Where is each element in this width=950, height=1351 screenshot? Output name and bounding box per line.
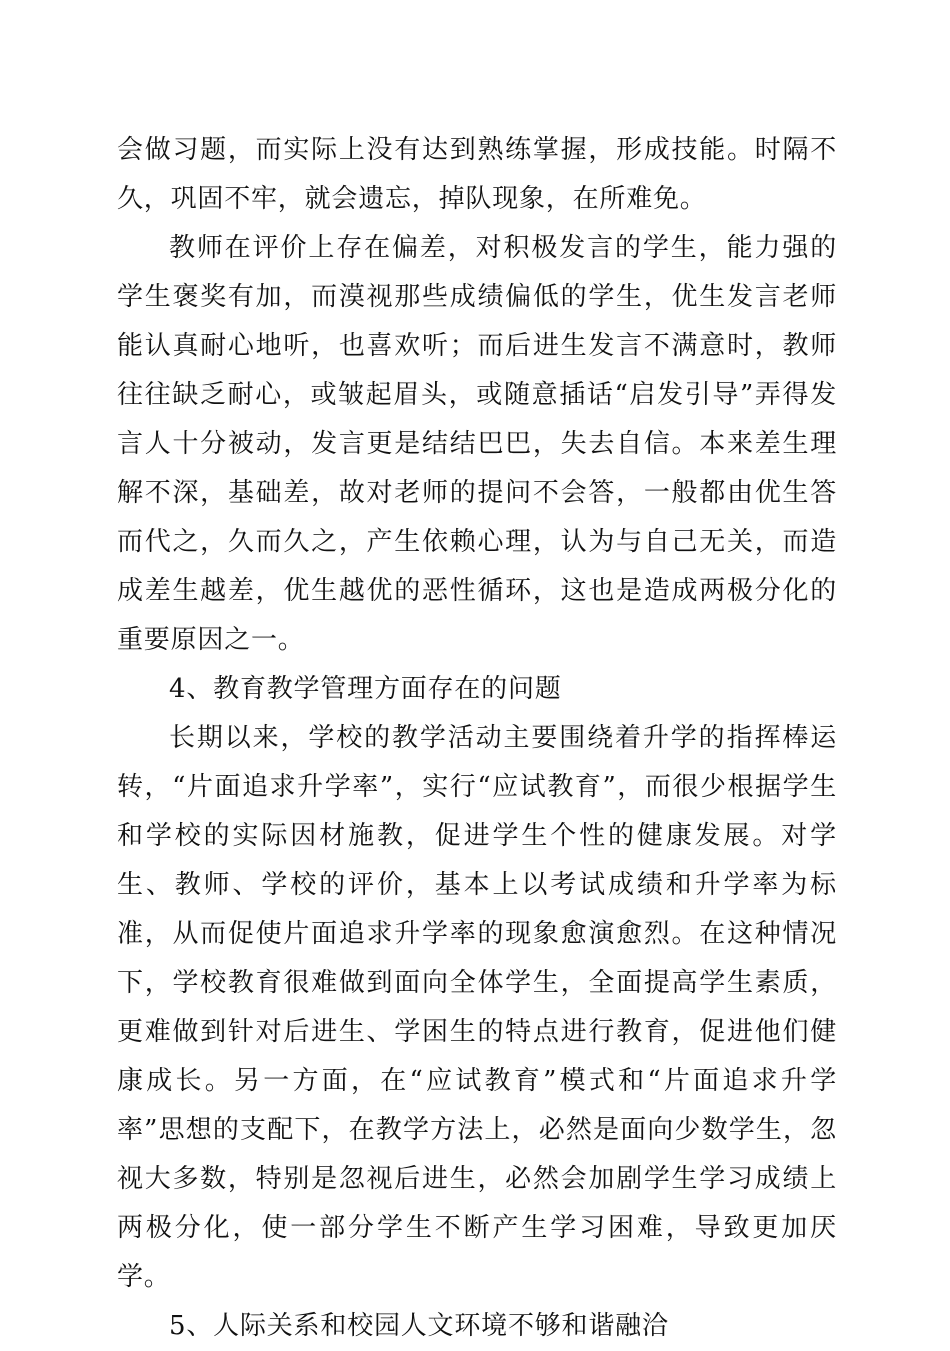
section-heading-5: 5、人际关系和校园人文环境不够和谐融洽	[169, 1311, 669, 1341]
paragraph-management-issues: 长期以来，学校的教学活动主要围绕着升学的指挥棒运转，“片面追求升学率”，实行“应试教育”，而很少根据学生和学校的实际因材施教，促进学生个性的健康发展。对学生、教师、学校的评价，基本上以考试成绩和升学率为标准，从而促使片面追求升学率的现象愈演愈烈。在这种情况下，学校教育很难做到面向全体学生，全面提高学生素质，更难做到针对后进生、学困生的特点进行教育，促进他们健康成长。另一方面，在“应试教育”模式和“片面追求升学率”思想的支配下，在教学方法上，必然是面向少数学生，忽视大多数，特别是忽视后进生，必然会加剧学生学习成绩上两极分化，使一部分学生不断产生学习困难，导致更加厌学。	[117, 723, 837, 1292]
paragraph-teacher-evaluation: 教师在评价上存在偏差，对积极发言的学生，能力强的学生褒奖有加，而漠视那些成绩偏低的学生，优生发言老师能认真耐心地听，也喜欢听；而后进生发言不满意时，教师往往缺乏耐心，或皱起眉头，或随意插话“启发引导”弄得发言人十分被动，发言更是结结巴巴，失去自信。本来差生理解不深，基础差，故对老师的提问不会答，一般都由优生答而代之，久而久之，产生依赖心理，认为与自己无关，而造成差生越差，优生越优的恶性循环，这也是造成两极分化的重要原因之一。	[117, 233, 837, 655]
paragraph-continuation: 会做习题，而实际上没有达到熟练掌握，形成技能。时隔不久，巩固不牢，就会遗忘，掉队现象，在所难免。	[117, 135, 837, 214]
document-body	[117, 126, 837, 1351]
section-heading-4: 4、教育教学管理方面存在的问题	[169, 674, 562, 704]
